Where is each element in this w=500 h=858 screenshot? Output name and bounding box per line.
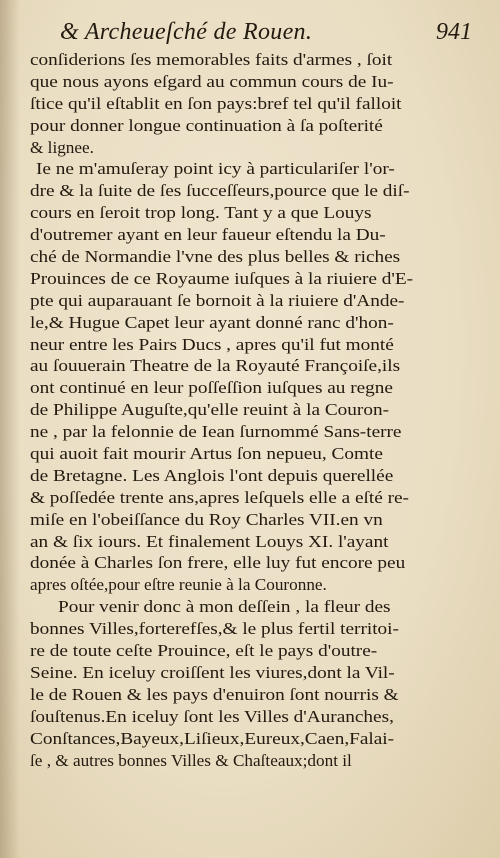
- running-header: [60, 19, 472, 49]
- text-line: re de toute ceſte Prouince, eſt le pays d'outre-: [30, 641, 378, 661]
- text-line: ne , par la felonnie de Iean ſurnommé Sans-terre: [30, 422, 402, 442]
- text-line: cours en ſeroit trop long. Tant y a que Louys: [30, 203, 372, 223]
- text-line: ont continué en leur poſſeſſion iuſques au regne: [30, 378, 393, 398]
- text-line: Prouinces de ce Royaume iuſques à la riuiere d'E-: [30, 268, 414, 288]
- text-line: donée à Charles ſon frere, elle luy fut encore peu: [30, 553, 406, 573]
- text-line: Conſtances,Bayeux,Liſieux,Eureux,Caen,Falai-: [30, 728, 395, 748]
- text-line: qui auoit fait mourir Artus ſon nepueu, Comte: [30, 444, 383, 464]
- text-line: Ie ne m'amuſeray point icy à particulariſer l'or-: [36, 159, 395, 179]
- text-line: conſiderions ſes memorables faits d'armes , ſoit: [30, 50, 393, 69]
- text-line: ché de Normandie l'vne des plus belles & riches: [30, 247, 401, 267]
- text-line: an & ſix iours. Et finalement Louys XI. l'ayant: [30, 531, 389, 551]
- body-text: [30, 49, 468, 771]
- text-line: ſouſtenus.En iceluy ſont les Villes d'Auranches,: [30, 706, 394, 726]
- text-line: Pour venir donc à mon deſſein , la fleur des: [58, 597, 391, 617]
- text-line: ſe , & autres bonnes Villes & Chaſteaux;dont il: [30, 750, 352, 770]
- text-line: de Philippe Auguſte,qu'elle reuint à la Couron-: [30, 400, 389, 420]
- page-gutter-shadow: [0, 0, 20, 858]
- text-line: neur entre les Pairs Ducs , apres qu'il fut monté: [30, 334, 394, 354]
- text-line: ſtice qu'il eſtablit en ſon pays:bref tel qu'il falloit: [30, 93, 402, 113]
- page-number: 941: [436, 19, 472, 45]
- text-line: d'outremer ayant en leur faueur eſtendu la Du-: [30, 225, 386, 245]
- text-line: au ſouuerain Theatre de la Royauté Françoiſe,ils: [30, 356, 401, 376]
- text-line: bonnes Villes,forterefſes,& le plus fertil territoi-: [30, 619, 399, 639]
- text-line: dre & la ſuite de ſes ſucceſſeurs,pource que le diſ-: [30, 181, 410, 201]
- text-line: pte qui auparauant ſe bornoit à la riuiere d'Ande-: [30, 290, 405, 310]
- text-line: Seine. En iceluy croiſſent les viures,dont la Vil-: [30, 662, 395, 682]
- text-line: miſe en l'obeiſſance du Roy Charles VII.en vn: [30, 509, 383, 529]
- text-line: apres oſtée,pour eſtre reunie à la Couronne.: [30, 575, 327, 595]
- text-line: le de Rouen & les pays d'enuiron ſont nourris &: [30, 684, 399, 704]
- text-line: pour donner longue continuation à ſa poſterité: [30, 115, 383, 135]
- text-line: & poſſedée trente ans,apres leſquels elle a eſté re-: [30, 487, 409, 507]
- running-title: & Archeueſché de Rouen.: [60, 19, 313, 45]
- text-line: de Bretagne. Les Anglois l'ont depuis querellée: [30, 465, 394, 485]
- text-line: que nous ayons eſgard au commun cours de Iu-: [30, 71, 394, 91]
- text-line: le,& Hugue Capet leur ayant donné ranc d'hon-: [30, 312, 394, 332]
- text-line: & lignee.: [30, 137, 94, 157]
